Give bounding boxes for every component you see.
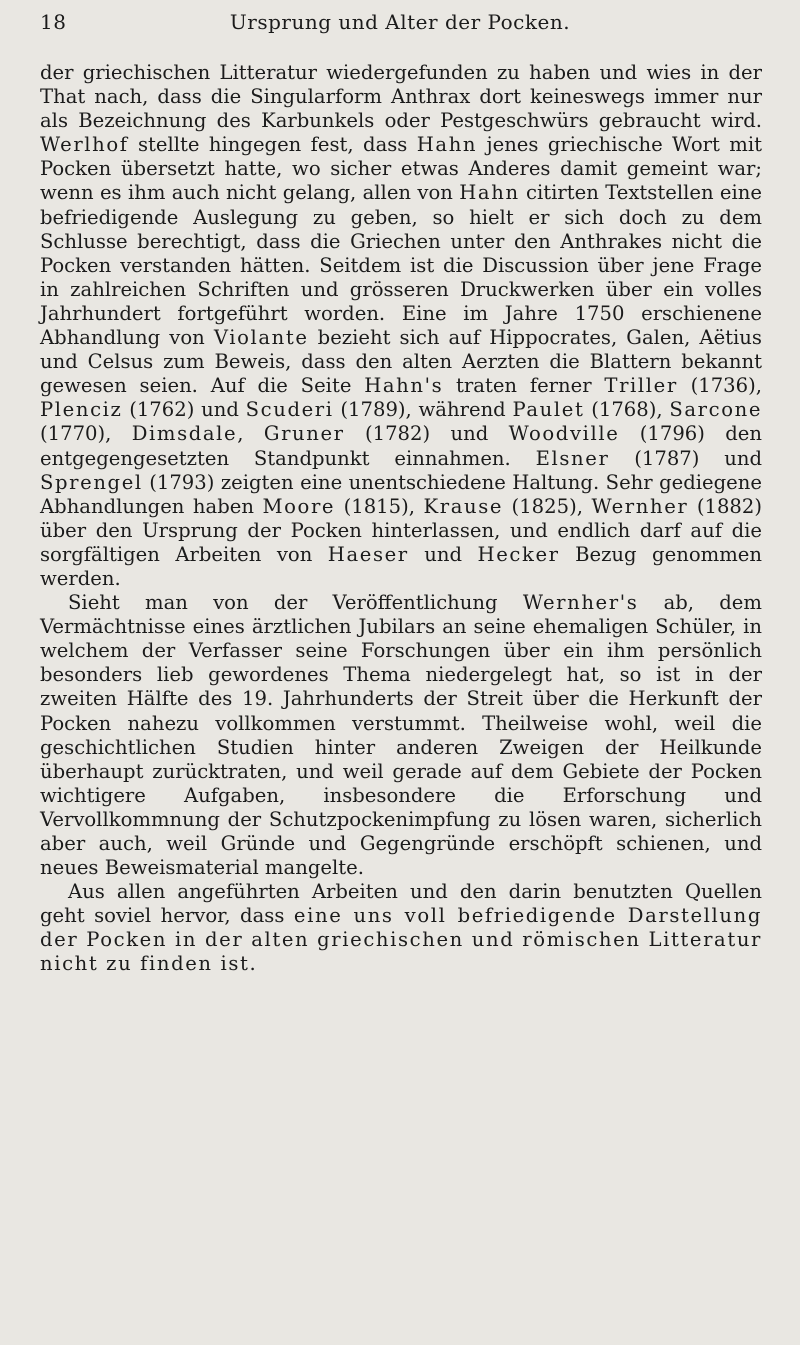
spaced-text: Sprengel — [40, 470, 143, 494]
spaced-text: Paulet — [512, 398, 585, 422]
paragraph-3 — [40, 880, 762, 976]
text-run: (1770), — [40, 422, 132, 446]
text-run: (1768), — [584, 398, 670, 422]
text-run: (1789), während — [333, 398, 513, 422]
spaced-text: Krause — [423, 494, 504, 518]
spaced-text: Hecker — [477, 542, 560, 566]
text-run: (1782) und — [344, 422, 509, 446]
spaced-text: Moore — [262, 494, 336, 518]
spaced-text: eine uns voll befriedigende Darstellung der Pocken in der alten griechischen und römischen Litteratur nicht zu finden ist. — [40, 904, 762, 976]
text-run: stellte hingegen fest, dass — [128, 133, 417, 157]
text-run: Aus allen angeführten Arbeiten und den darin benutzten Quellen geht soviel hervor, dass — [40, 880, 762, 928]
spaced-text: Werlhof — [40, 133, 129, 157]
spaced-text: Hahn's — [364, 374, 444, 398]
text-run: (1736), — [677, 374, 762, 398]
paragraph-1 — [40, 61, 762, 591]
page-header — [40, 10, 760, 46]
page-number: 18 — [40, 10, 67, 34]
spaced-text: Wernher's — [522, 591, 639, 615]
text-run: und — [408, 542, 478, 566]
text-run: Sieht man von der Veröffentlichung — [68, 591, 523, 615]
body-text — [40, 61, 762, 977]
text-run: (1796) den entgegengesetzten Standpunkt einnahmen. — [40, 422, 762, 470]
spaced-text: Triller — [604, 374, 678, 398]
spaced-text: Scuderi — [245, 398, 334, 422]
text-run: (1762) und — [122, 398, 246, 422]
text-run: (1787) und — [609, 446, 762, 470]
spaced-text: Woodville — [508, 422, 620, 446]
spaced-text: Sarcone — [669, 398, 763, 422]
text-run: , — [237, 422, 264, 446]
text-run: (1793) zeigten eine unentschiedene Haltung. Sehr gediegene Abhandlungen haben — [40, 470, 762, 518]
spaced-text: Violante — [213, 326, 309, 350]
text-run: citirten Textstellen eine befriedigende Auslegung zu geben, so hielt er sich doch zu dem Schlusse berechtigt, dass die Griechen unter den Anthrakes nicht die Pocken verstanden hätten. Seitdem ist die Discussion über jene Frage in zahlreichen Schriften und grösseren Druckwerken über ein volles Jahrhundert fortgeführt worden. Eine im Jahre 1750 erschienene Abhandlung von — [40, 181, 763, 350]
text-run: traten ferner — [443, 374, 605, 398]
running-title: Ursprung und Alter der Pocken. — [229, 10, 571, 34]
paragraph-2 — [40, 591, 762, 880]
spaced-text: Elsner — [535, 446, 610, 470]
text-run: (1882) über den Ursprung der Pocken hinterlassen, und endlich darf auf die sorgfältigen Arbeiten von — [40, 494, 763, 566]
spaced-text: Dimsdale — [131, 422, 238, 446]
text-run: bezieht sich auf Hippocrates, Galen, Aëtius und Celsus zum Beweis, dass den alten Aerzten die Blattern bekannt gewesen seien. Auf die Seite — [40, 326, 762, 398]
spaced-text: Hahn — [459, 181, 520, 205]
text-run: der griechischen Litteratur wiedergefunden zu haben und wies in der That nach, dass die Singularform Anthrax dort keineswegs immer nur als Bezeichnung des Karbunkels oder Pestgeschwürs gebraucht wird. — [40, 61, 762, 133]
spaced-text: Gruner — [263, 422, 345, 446]
text-run: jenes griechische Wort mit Pocken übersetzt hatte, wo sicher etwas Anderes damit gemeint war; wenn es ihm auch nicht gelang, allen von — [40, 133, 762, 205]
text-run: (1825), — [503, 494, 592, 518]
spaced-text: Hahn — [416, 133, 478, 157]
text-run: Bezug genommen werden. — [40, 542, 762, 590]
spaced-text: Plenciz — [40, 398, 123, 422]
text-run: (1815), — [335, 494, 424, 518]
spaced-text: Haeser — [327, 542, 409, 566]
spaced-text: Wernher — [591, 494, 689, 518]
text-run: ab, dem Vermächtnisse eines ärztlichen Jubilars an seine ehemaligen Schüler, in welchem der Verfasser seine Forschungen über ein ihm persönlich besonders lieb gewordenes Thema niedergelegt hat, so ist in der zweiten Hälfte des 19. Jahrhunderts der Streit über die Herkunft der Pocken nahezu vollkommen verstummt. Theilweise wohl, weil die geschichtlichen Studien hinter anderen Zweigen der Heilkunde überhaupt zurücktraten, und weil gerade auf dem Gebiete der Pocken wichtigere Aufgaben, insbesondere die Erforschung und Vervollkommnung der Schutzpockenimpfung zu lösen waren, sicherlich aber auch, weil Gründe und Gegengründe erschöpft schienen, und neues Beweismaterial mangelte. — [40, 591, 762, 880]
